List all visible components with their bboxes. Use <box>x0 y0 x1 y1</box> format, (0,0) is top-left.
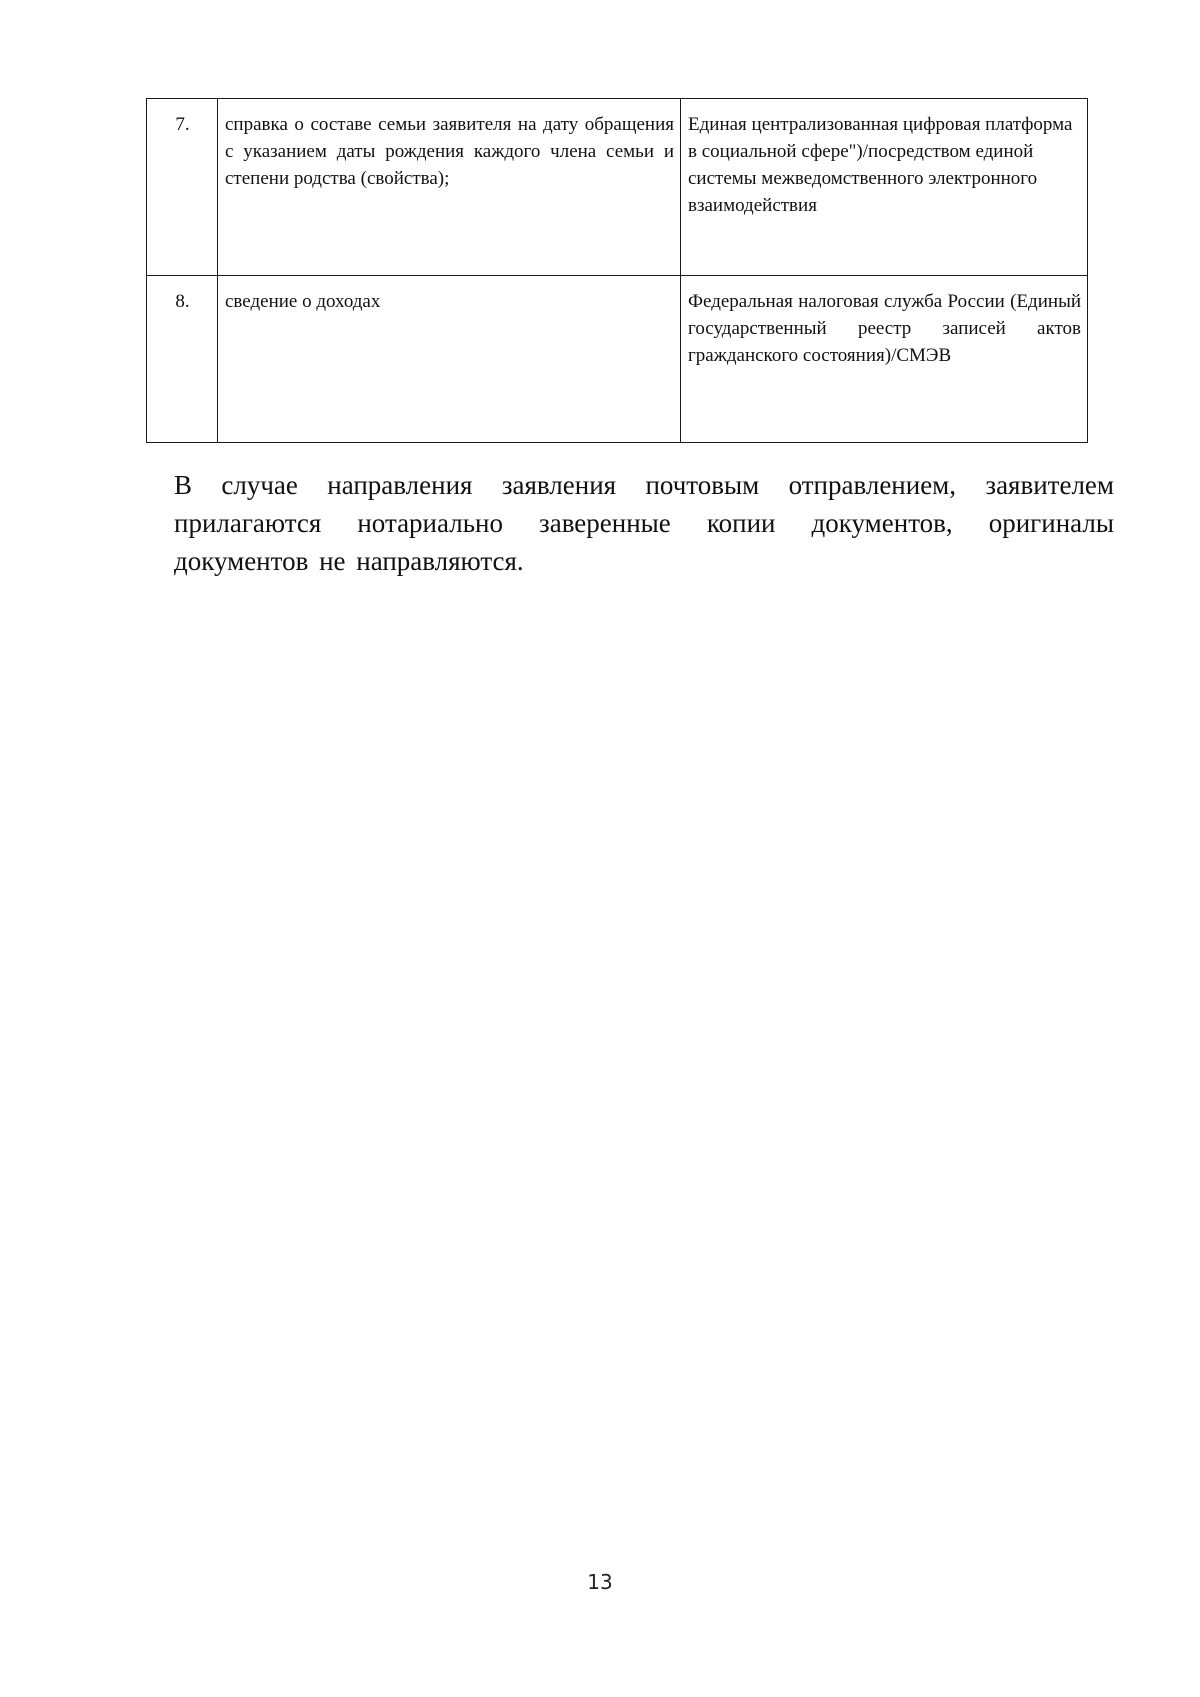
table-row <box>147 276 1088 443</box>
page-number: 13 <box>587 1570 613 1594</box>
row-number: 8. <box>147 276 218 443</box>
postal-submission-note: В случае направления заявления почтовым отправлением, заявителем прилагаются нотариально заверенные копии документов, оригиналы документов не направляются. <box>174 470 1114 576</box>
table-row <box>147 99 1088 276</box>
document-source: Единая централизованная цифровая платформа в социальной сфере")/посредством единой системы межведомственного электронного взаимодействия <box>681 99 1088 276</box>
document-description: сведение о доходах <box>218 276 681 443</box>
documents-table <box>146 98 1088 443</box>
document-source: Федеральная налоговая служба России (Единый государственный реестр записей актов гражданского состояния)/СМЭВ <box>681 276 1088 443</box>
document-description: справка о составе семьи заявителя на дату обращения с указанием даты рождения каждого члена семьи и степени родства (свойства); <box>218 99 681 276</box>
row-number: 7. <box>147 99 218 276</box>
